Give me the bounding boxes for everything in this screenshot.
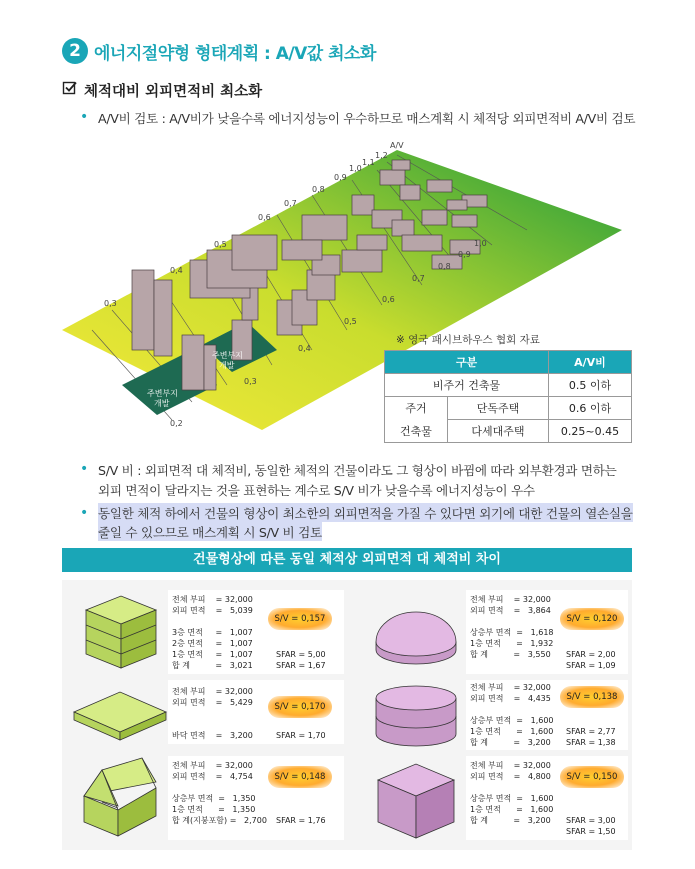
shape-comparison-panel [62, 580, 632, 850]
sv-ratio-badge: S/V = 0,138 [560, 686, 624, 708]
left-scale-label: 0,4 [170, 266, 183, 275]
av-table-cell: 단독주택 [448, 397, 549, 420]
sv-ratio-badge: S/V = 0,170 [268, 696, 332, 718]
stats-text: 전체 부피 = 32,000 외피 면적 = 3,864 상층부 면적 = 1,618 1층 면적 = 1,932 합 계 = 3,550 [470, 595, 554, 659]
left-scale-label: 0,3 [104, 299, 117, 308]
source-note: ※ 영국 패시브하우스 협회 자료 [396, 334, 540, 346]
comparison-bar-title: 건물형상에 따른 동일 체적상 외피면적 대 체적비 차이 [62, 548, 632, 572]
bullet-sv-text-line2: 외피 면적이 달라지는 것을 표현하는 계수로 S/V 비가 낮을수록 에너지성능이 우수 [98, 483, 535, 498]
plot-a-label: 주변부지 [147, 389, 178, 398]
two-storey-cylinder-shape [368, 680, 464, 752]
sv-ratio-badge: S/V = 0,120 [560, 608, 624, 630]
stats-text: 전체 부피 = 32,000 외피 면적 = 4,435 상층부 면적 = 1,600 1층 면적 = 1,600 합 계 = 3,200 [470, 683, 554, 747]
av-table-header: 구분 [385, 351, 549, 374]
right-scale-label: 0,5 [344, 317, 357, 326]
left-scale-label: A/V [390, 141, 404, 150]
stats-text: 전체 부피 = 32,000 외피 면적 = 5,039 3층 면적 = 1,007 2층 면적 = 1,007 1층 면적 = 1,007 합 계 = 3,021 [172, 595, 253, 670]
stats-text: 전체 부피 = 32,000 외피 면적 = 4,800 상층부 면적 = 1,600 1층 면적 = 1,600 합 계 = 3,200 [470, 761, 554, 825]
bullet-dot: • [80, 461, 89, 477]
bullet-highlight-line1: 동일한 체적 하에서 건물의 형상이 최소한의 외피면적을 가질 수 있다면 외기에 대한 건물의 열손실을 [98, 503, 633, 522]
av-table-cell: 0.25~0.45 [548, 420, 631, 443]
bullet-highlight-line2: 줄일 수 있으므로 매스계획 시 S/V 비 검토 [98, 522, 322, 541]
sv-ratio-badge: S/V = 0,157 [268, 608, 332, 630]
plot-b-label: 개발 [219, 361, 235, 370]
left-scale-label: 1,2 [375, 151, 388, 160]
av-table-cell: 건축물 [385, 420, 448, 443]
bullet-dot: • [80, 505, 89, 521]
sv-ratio-badge: S/V = 0,150 [560, 766, 624, 788]
page-title: 에너지절약형 형태계획 : A/V값 최소화 [94, 44, 376, 64]
av-table-header: A/V비 [548, 351, 631, 374]
sfar-text: SFAR = 5,00 SFAR = 1,67 [276, 650, 326, 670]
av-table-cell: 0.6 이하 [548, 397, 631, 420]
right-scale-label: 0,3 [244, 377, 257, 386]
right-scale-label: 0,6 [382, 295, 395, 304]
checkbox-icon [62, 80, 78, 96]
sfar-text: SFAR = 2,77 SFAR = 1,38 [566, 727, 616, 747]
sfar-text: SFAR = 1,76 [276, 816, 326, 825]
gable-house-shape [72, 752, 168, 842]
left-scale-label: 1,1 [362, 158, 375, 167]
shape-stats-card [466, 590, 628, 674]
sv-ratio-badge: S/V = 0,148 [268, 766, 332, 788]
left-scale-label: 0,2 [170, 419, 183, 428]
sfar-text: SFAR = 3,00 SFAR = 1,50 [566, 816, 616, 836]
bullet-sv-text-line1: S/V 비 : 외피면적 대 체적비, 동일한 체적의 건물이라도 그 형상이 바뀜에 따라 외부환경과 면하는 [98, 463, 617, 478]
sfar-text: SFAR = 1,70 [276, 731, 326, 740]
av-table-cell: 비주거 건축물 [385, 374, 549, 397]
plot-a-label: 개발 [154, 399, 170, 408]
left-scale-label: 0,9 [334, 173, 347, 182]
section-subtitle: 체적대비 외피면적비 최소화 [84, 84, 263, 100]
av-table-cell: 다세대주택 [448, 420, 549, 443]
av-table [384, 350, 632, 443]
flat-slab-shape [70, 684, 170, 744]
left-scale-label: 0,7 [284, 199, 297, 208]
right-scale-label: 1,0 [474, 239, 487, 248]
stats-text: 전체 부피 = 32,000 외피 면적 = 4,754 상층부 면적 = 1,350 1층 면적 = 1,350 합 계(지붕포함) = 2,700 [172, 761, 267, 825]
shape-stats-card [168, 680, 344, 744]
bullet-av-text: A/V비 검토 : A/V비가 낮을수록 에너지성능이 우수하므로 매스계획 시 체적당 외피면적비 A/V비 검토 [98, 111, 636, 126]
right-scale-label: 0,9 [458, 250, 471, 259]
left-scale-label: 0,8 [312, 185, 325, 194]
right-scale-label: 0,7 [412, 274, 425, 283]
cube-shape [374, 758, 458, 844]
sfar-text: SFAR = 2,00 SFAR = 1,09 [566, 650, 616, 670]
bullet-dot: • [80, 109, 89, 125]
shape-stats-card [168, 590, 344, 674]
shape-stats-card [168, 756, 344, 840]
right-scale-label: 0,4 [298, 344, 311, 353]
left-scale-label: 0,6 [258, 213, 271, 222]
section-number-badge: 2 [62, 38, 88, 64]
plot-b-label: 주변부지 [212, 351, 243, 360]
left-scale-label: 0,5 [214, 240, 227, 249]
dome-shape [368, 592, 464, 676]
shape-stats-card [466, 680, 628, 750]
shape-stats-card [466, 756, 628, 840]
right-scale-label: 0,8 [438, 262, 451, 271]
three-storey-box-shape [76, 592, 166, 678]
av-table-cell: 주거 [385, 397, 448, 420]
left-scale-label: 1,0 [349, 164, 362, 173]
stats-text: 전체 부피 = 32,000 외피 면적 = 5,429 바닥 면적 = 3,200 [172, 687, 253, 740]
av-table-cell: 0.5 이하 [548, 374, 631, 397]
